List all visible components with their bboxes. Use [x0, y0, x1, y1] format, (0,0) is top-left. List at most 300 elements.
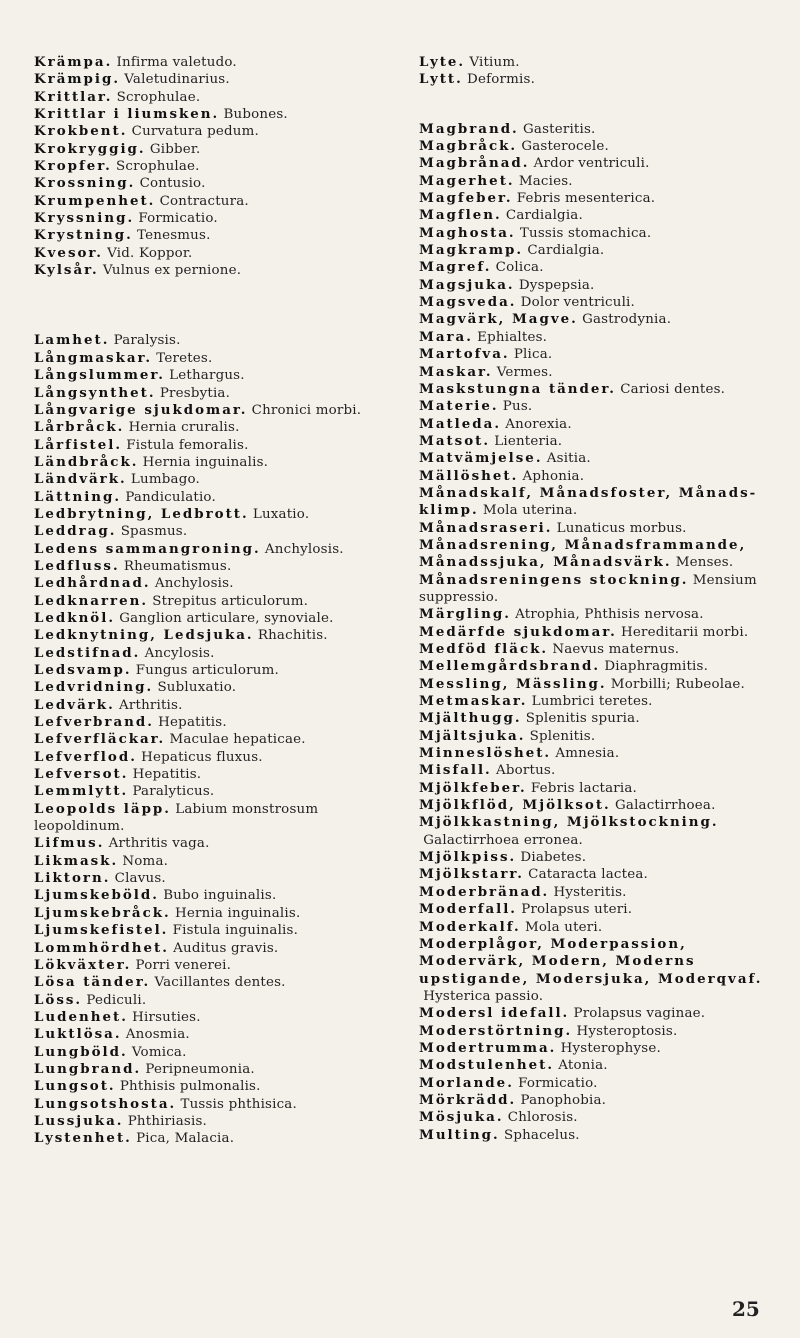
- entry-definition: Sphacelus.: [503, 1127, 580, 1143]
- entry-term: Krittlar i liumsken.: [34, 106, 220, 123]
- dictionary-entry: [34, 385, 406, 402]
- dictionary-entry: [34, 541, 406, 558]
- entry-term: Magref.: [419, 259, 492, 276]
- entry-definition: Diabetes.: [520, 850, 587, 866]
- dictionary-entry: [34, 175, 406, 192]
- entry-definition: Fistula femoralis.: [126, 437, 249, 453]
- entry-definition: Asitia.: [546, 451, 591, 467]
- dictionary-entry: [419, 190, 795, 207]
- dictionary-entry: [34, 645, 406, 662]
- entry-term: Modersl idefall.: [419, 1005, 570, 1022]
- dictionary-entry: [34, 905, 406, 922]
- dictionary-entry: [419, 814, 795, 849]
- entry-term: Mjölkflöd, Mjölksot.: [419, 797, 611, 814]
- entry-term: Maghosta.: [419, 224, 516, 241]
- dictionary-entry: [34, 974, 406, 991]
- dictionary-entry: [419, 710, 795, 727]
- dictionary-entry: [419, 780, 795, 797]
- entry-term: Lungsotshosta.: [34, 1095, 177, 1112]
- entry-term: Ledbrytning, Ledbrott.: [34, 505, 249, 522]
- dictionary-entry: [419, 1005, 795, 1022]
- dictionary-entry: [34, 593, 406, 610]
- entry-term: Lyte.: [419, 54, 466, 70]
- entry-definition: Anchylosis.: [264, 541, 344, 557]
- dictionary-entry: [419, 259, 795, 276]
- entry-definition: Pica, Malacia.: [136, 1131, 235, 1147]
- entry-term: Liktorn.: [34, 870, 111, 887]
- entry-definition: Contractura.: [159, 193, 249, 209]
- entry-definition: Tussis phthisica.: [180, 1096, 297, 1112]
- entry-definition: Gasteritis.: [522, 121, 596, 137]
- dictionary-entry: [34, 801, 406, 836]
- entry-definition: Hysteritis.: [553, 884, 627, 900]
- entry-term: Magerhet.: [419, 172, 515, 189]
- dictionary-entry: [34, 1044, 406, 1061]
- entry-definition: Ephialtes.: [477, 329, 548, 345]
- entry-term: Metmaskar.: [419, 693, 528, 710]
- dictionary-entry: [34, 610, 406, 627]
- entry-term: Lättning.: [34, 488, 122, 505]
- dictionary-entry: [34, 506, 406, 523]
- entry-definition: Vermes.: [496, 364, 553, 380]
- entry-term: Ländbråck.: [34, 453, 139, 470]
- dictionary-entry: [34, 714, 406, 731]
- entry-definition: Ardor ventriculi.: [533, 156, 650, 172]
- dictionary-entry: [419, 901, 795, 918]
- entry-definition: Atonia.: [558, 1058, 608, 1074]
- dictionary-entry: [419, 155, 795, 172]
- entry-definition: Vomica.: [131, 1044, 187, 1060]
- entry-definition: Hysteroptosis.: [576, 1023, 678, 1039]
- entry-term: Minneslöshet.: [419, 745, 552, 762]
- entry-definition: Hernia inguinalis.: [174, 905, 301, 921]
- entry-definition: Auditus gravis.: [173, 940, 279, 956]
- entry-definition: Rhachitis.: [257, 628, 328, 644]
- dictionary-entry: [419, 762, 795, 779]
- entry-definition: Hereditarii morbi.: [621, 624, 749, 640]
- entry-definition: Strepitus articulorum.: [152, 593, 309, 609]
- dictionary-entry: [419, 728, 795, 745]
- dictionary-entry: [419, 71, 795, 88]
- dictionary-entry: [419, 433, 795, 450]
- entry-term: Misfall.: [419, 762, 492, 779]
- dictionary-entry: [419, 450, 795, 467]
- dictionary-entry: [34, 922, 406, 939]
- entry-term: Ledknytning, Ledsjuka.: [34, 627, 254, 644]
- dictionary-entry: [419, 1092, 795, 1109]
- dictionary-entry: [419, 866, 795, 883]
- dictionary-entry: [34, 489, 406, 506]
- dictionary-entry: [34, 749, 406, 766]
- entry-definition: Febris mesenterica.: [516, 191, 656, 207]
- entry-term: Mellemgårdsbrand.: [419, 658, 601, 675]
- dictionary-entry: [34, 940, 406, 957]
- entry-term: Lårfistel.: [34, 436, 122, 453]
- dictionary-entry: [34, 158, 406, 175]
- entry-definition: Mensium suppressio.: [419, 572, 757, 605]
- entry-definition: Gibber.: [149, 141, 201, 157]
- dictionary-entry: [419, 294, 795, 311]
- dictionary-entry: [34, 1130, 406, 1147]
- entry-definition: Paralysis.: [113, 333, 181, 349]
- dictionary-entry: [34, 957, 406, 974]
- entry-term: Magsjuka.: [419, 276, 515, 293]
- entry-term: Krämpig.: [34, 71, 121, 88]
- dictionary-entry: [34, 350, 406, 367]
- dictionary-entry: [419, 745, 795, 762]
- entry-definition: Fistula inguinalis.: [172, 923, 299, 939]
- dictionary-entry: [419, 225, 795, 242]
- entry-definition: Cardialgia.: [505, 208, 583, 224]
- entry-definition: Chlorosis.: [507, 1110, 578, 1126]
- entry-term: Långmaskar.: [34, 349, 153, 366]
- entry-definition: Lunaticus morbus.: [556, 520, 687, 536]
- dictionary-entry: [34, 1009, 406, 1026]
- dictionary-entry: [419, 398, 795, 415]
- entry-definition: Amnesia.: [555, 746, 620, 762]
- entry-term: Magbråck.: [419, 138, 518, 155]
- entry-definition: Lethargus.: [169, 368, 245, 384]
- section-gap: [34, 279, 406, 332]
- dictionary-entry: [419, 884, 795, 901]
- entry-definition: Atrophia, Phthisis nervosa.: [515, 607, 704, 623]
- entry-definition: Deformis.: [467, 72, 536, 88]
- dictionary-entry: [34, 141, 406, 158]
- entry-definition: Dolor ventriculi.: [520, 295, 635, 311]
- entry-term: Lefverflod.: [34, 748, 137, 765]
- dictionary-entry: [419, 936, 795, 1005]
- entry-term: Mjälthugg.: [419, 710, 522, 727]
- entry-definition: Cardialgia.: [527, 243, 605, 259]
- dictionary-entry: [419, 207, 795, 224]
- entry-definition: Scrophulae.: [116, 89, 201, 105]
- left-column: [34, 54, 406, 1148]
- entry-definition: Vid. Koppor.: [107, 245, 193, 261]
- dictionary-entry: [34, 419, 406, 436]
- dictionary-entry: [34, 262, 406, 279]
- entry-definition: Presbytia.: [159, 385, 231, 401]
- dictionary-entry: [419, 658, 795, 675]
- entry-definition: Pus.: [502, 399, 533, 415]
- entry-term: Martofva.: [419, 346, 510, 363]
- entry-definition: Teretes.: [156, 350, 213, 366]
- entry-term: Moderfall.: [419, 901, 517, 918]
- entry-term: Långvarige sjukdomar.: [34, 401, 248, 418]
- entry-definition: Galactirrhoea.: [614, 798, 716, 814]
- entry-definition: Phthisis pulmonalis.: [119, 1079, 261, 1095]
- dictionary-entry: [34, 106, 406, 123]
- entry-definition: Hysterophyse.: [560, 1040, 661, 1056]
- entry-definition: Morbilli; Rubeolae.: [610, 676, 745, 692]
- dictionary-entry: [34, 123, 406, 140]
- dictionary-entry: [419, 364, 795, 381]
- entry-term: Kvesor.: [34, 244, 103, 261]
- entry-definition: Hepatitis.: [132, 767, 202, 783]
- entry-term: Ledens sammangroning.: [34, 540, 261, 557]
- entry-definition: Fungus articulorum.: [135, 663, 279, 678]
- entry-term: Maskstungna tänder.: [419, 380, 616, 397]
- entry-definition: Formicatio.: [518, 1075, 598, 1091]
- entry-term: Mjölkkastning, Mjölkstockning.: [419, 814, 719, 831]
- dictionary-entry: [419, 919, 795, 936]
- page-number: 25: [732, 1297, 760, 1321]
- entry-term: Märgling.: [419, 606, 511, 623]
- entry-term: Mösjuka.: [419, 1109, 504, 1126]
- dictionary-entry: [34, 1096, 406, 1113]
- entry-term: Multing.: [419, 1126, 500, 1143]
- entry-definition: Valetudinarius.: [124, 72, 230, 88]
- dictionary-entry: [419, 329, 795, 346]
- entry-term: Matvämjelse.: [419, 450, 543, 467]
- dictionary-entry: [34, 731, 406, 748]
- dictionary-entry: [419, 1023, 795, 1040]
- dictionary-entry: [419, 676, 795, 693]
- entry-term: Månadsraseri.: [419, 519, 553, 536]
- dictionary-entry: [34, 679, 406, 696]
- dictionary-entry: [419, 797, 795, 814]
- entry-term: Ledvridning.: [34, 679, 154, 696]
- entry-term: Magvärk, Magve.: [419, 311, 578, 328]
- entry-term: Modstulenhet.: [419, 1057, 555, 1074]
- dictionary-entry: [34, 227, 406, 244]
- entry-term: Ledhårdnad.: [34, 575, 151, 592]
- dictionary-entry: [419, 54, 795, 71]
- dictionary-entry: [419, 138, 795, 155]
- dictionary-entry: [419, 572, 795, 607]
- entry-definition: Lumbago.: [130, 472, 200, 488]
- entry-term: Löss.: [34, 991, 83, 1008]
- entry-definition: Plica.: [513, 347, 553, 363]
- entry-term: Långsynthet.: [34, 384, 156, 401]
- entry-term: Matleda.: [419, 415, 501, 432]
- entry-definition: Panophobia.: [520, 1092, 607, 1108]
- entry-term: Magflen.: [419, 207, 502, 224]
- entry-term: Lefverfläckar.: [34, 731, 166, 748]
- entry-definition: Prolapsus vaginae.: [573, 1006, 706, 1022]
- entry-term: Månadsrening, Månadsframmande, Månadssjuka, Månadsvärk.: [419, 536, 747, 571]
- entry-term: Lussjuka.: [34, 1112, 124, 1129]
- entry-term: Ljumskebråck.: [34, 904, 171, 921]
- entry-term: Moderkalf.: [419, 918, 521, 935]
- entry-term: Ljumskefistel.: [34, 922, 169, 939]
- entry-definition: Subluxatio.: [157, 680, 237, 696]
- dictionary-entry: [419, 624, 795, 641]
- entry-definition: Infirma valetudo.: [116, 55, 237, 70]
- dictionary-entry: [419, 1127, 795, 1144]
- dictionary-entry: [34, 367, 406, 384]
- dictionary-entry: [34, 1061, 406, 1078]
- entry-definition: Pediculi.: [86, 992, 147, 1008]
- dictionary-entry: [419, 1109, 795, 1126]
- entry-term: Månadsreningens stockning.: [419, 571, 689, 588]
- entry-definition: Clavus.: [114, 871, 166, 887]
- entry-definition: Lumbrici teretes.: [531, 694, 653, 710]
- entry-term: Ledsvamp.: [34, 662, 132, 678]
- dictionary-entry: [34, 558, 406, 575]
- dictionary-entry: [34, 332, 406, 349]
- entry-term: Krossning.: [34, 175, 136, 192]
- entry-term: Krokbent.: [34, 123, 128, 140]
- dictionary-entry: [34, 1113, 406, 1130]
- dictionary-entry: [419, 693, 795, 710]
- dictionary-entry: [34, 783, 406, 800]
- entry-definition: Febris lactaria.: [530, 780, 638, 796]
- dictionary-entry: [419, 641, 795, 658]
- entry-term: Lungbrand.: [34, 1060, 142, 1077]
- entry-definition: Gasterocele.: [521, 139, 609, 155]
- dictionary-entry: [34, 662, 406, 679]
- dictionary-entry: [419, 849, 795, 866]
- entry-term: Magfeber.: [419, 190, 513, 207]
- entry-term: Lystenhet.: [34, 1130, 132, 1147]
- entry-definition: Ancylosis.: [144, 645, 215, 661]
- entry-definition: Hirsuties.: [132, 1009, 201, 1025]
- dictionary-entry: [419, 173, 795, 190]
- entry-term: Kryssning.: [34, 210, 135, 227]
- dictionary-entry: [34, 193, 406, 210]
- dictionary-entry: [34, 697, 406, 714]
- dictionary-entry: [34, 71, 406, 88]
- entry-term: Lösa tänder.: [34, 974, 151, 991]
- entry-definition: Maculae hepaticae.: [169, 732, 306, 748]
- entry-definition: Mola uteri.: [524, 919, 603, 935]
- dictionary-entry: [419, 277, 795, 294]
- entry-definition: Ganglion articulare, synoviale.: [119, 610, 334, 626]
- entry-term: Kropfer.: [34, 158, 112, 175]
- entry-term: Lifmus.: [34, 835, 105, 852]
- dictionary-entry: [419, 485, 795, 520]
- entry-definition: Macies.: [518, 173, 573, 189]
- entry-term: Kylsår.: [34, 262, 99, 279]
- entry-definition: Aphonia.: [522, 468, 585, 484]
- entry-term: Ljumskeböld.: [34, 887, 159, 904]
- entry-term: Magbrånad.: [419, 155, 530, 172]
- entry-definition: Abortus.: [496, 763, 556, 779]
- entry-term: Ledstifnad.: [34, 644, 141, 661]
- dictionary-entry: [419, 311, 795, 328]
- entry-term: Luktlösa.: [34, 1026, 122, 1043]
- right-column: [419, 54, 795, 1144]
- entry-term: Lefversot.: [34, 766, 129, 783]
- entry-definition: Anorexia.: [505, 416, 572, 432]
- dictionary-entry: [419, 468, 795, 485]
- entry-term: Lytt.: [419, 71, 463, 88]
- entry-definition: Cariosi dentes.: [620, 381, 726, 397]
- dictionary-entry: [34, 992, 406, 1009]
- entry-term: Mällöshet.: [419, 467, 519, 484]
- entry-term: Materie.: [419, 398, 499, 415]
- dictionary-entry: [419, 1057, 795, 1074]
- entry-definition: Contusio.: [139, 176, 206, 192]
- entry-term: Ledfluss.: [34, 557, 120, 574]
- entry-definition: Hysterica passio.: [423, 988, 544, 1004]
- entry-term: Medärfde sjukdomar.: [419, 623, 617, 640]
- entry-definition: Pandiculatio.: [125, 489, 216, 505]
- entry-term: Ludenhet.: [34, 1008, 128, 1025]
- entry-definition: Tenesmus.: [137, 228, 211, 244]
- dictionary-entry: [34, 627, 406, 644]
- entry-definition: Gastrodynia.: [582, 312, 672, 328]
- entry-definition: Arthritis vaga.: [108, 836, 210, 852]
- entry-term: Medföd fläck.: [419, 641, 549, 657]
- dictionary-entry: [419, 242, 795, 259]
- dictionary-entry: [34, 870, 406, 887]
- entry-term: Mara.: [419, 328, 473, 345]
- entry-term: Mjältsjuka.: [419, 727, 526, 744]
- dictionary-entry: [34, 887, 406, 904]
- dictionary-entry: [419, 346, 795, 363]
- entry-definition: Paralyticus.: [132, 784, 215, 800]
- entry-term: Mjölkfeber.: [419, 779, 527, 796]
- entry-definition: Rheumatismus.: [123, 558, 232, 574]
- dictionary-entry: [419, 1075, 795, 1092]
- entry-term: Lemmlytt.: [34, 783, 129, 800]
- dictionary-entry: [34, 245, 406, 262]
- entry-definition: Porri venerei.: [135, 957, 232, 973]
- entry-definition: Hepaticus fluxus.: [141, 749, 263, 765]
- entry-definition: Labium monstrosum leopoldinum.: [34, 801, 319, 835]
- entry-term: Lefverbrand.: [34, 714, 154, 731]
- entry-term: Leopolds läpp.: [34, 800, 171, 817]
- dictionary-entry: [34, 853, 406, 870]
- entry-term: Magkramp.: [419, 242, 524, 259]
- entry-definition: Arthritis.: [119, 697, 183, 713]
- entry-term: Krokryggig.: [34, 140, 146, 157]
- entry-term: Modertrumma.: [419, 1039, 557, 1056]
- entry-term: Mjölkpiss.: [419, 849, 517, 866]
- entry-definition: Anchylosis.: [154, 576, 234, 592]
- entry-definition: Dyspepsia.: [518, 277, 595, 293]
- entry-definition: Bubo inguinalis.: [163, 888, 277, 904]
- entry-term: Ledknöl.: [34, 609, 115, 626]
- entry-term: Magsveda.: [419, 294, 517, 311]
- dictionary-entry: [34, 523, 406, 540]
- dictionary-entry: [419, 121, 795, 138]
- entry-term: Matsot.: [419, 432, 491, 449]
- entry-definition: Hepatitis.: [158, 715, 227, 731]
- section-gap: [419, 89, 795, 121]
- dictionary-entry: [419, 1040, 795, 1057]
- entry-definition: Anosmia.: [125, 1027, 190, 1043]
- entry-term: Messling, Mässling.: [419, 675, 607, 692]
- entry-definition: Curvatura pedum.: [131, 124, 259, 140]
- entry-definition: Diaphragmitis.: [604, 659, 709, 675]
- entry-term: Krumpenhet.: [34, 192, 156, 209]
- entry-definition: Hernia inguinalis.: [142, 454, 269, 470]
- entry-term: Moderstörtning.: [419, 1022, 573, 1039]
- entry-term: Leddrag.: [34, 523, 117, 540]
- dictionary-entry: [419, 381, 795, 398]
- dictionary-entry: [34, 437, 406, 454]
- entry-term: Moderplågor, Moderpassion, Modervärk, Modern, Moderns upstigande, Modersjuka, Moderqvaf.: [419, 935, 763, 987]
- entry-term: Krystning.: [34, 227, 133, 244]
- entry-term: Mjölkstarr.: [419, 866, 524, 883]
- dictionary-entry: [419, 520, 795, 537]
- entry-definition: Mola uterina.: [482, 503, 578, 519]
- dictionary-entry: [34, 471, 406, 488]
- dictionary-entry: [34, 1026, 406, 1043]
- entry-term: Krittlar.: [34, 88, 113, 105]
- entry-term: Lamhet.: [34, 332, 110, 349]
- entry-definition: Hernia cruralis.: [128, 420, 240, 436]
- entry-definition: Luxatio.: [252, 506, 310, 522]
- dictionary-entry: [419, 416, 795, 433]
- entry-definition: Tussis stomachica.: [519, 225, 652, 241]
- entry-term: Lungsot.: [34, 1078, 116, 1095]
- entry-definition: Colica.: [495, 260, 544, 276]
- dictionary-entry: [34, 575, 406, 592]
- entry-term: Lommhördhet.: [34, 939, 169, 956]
